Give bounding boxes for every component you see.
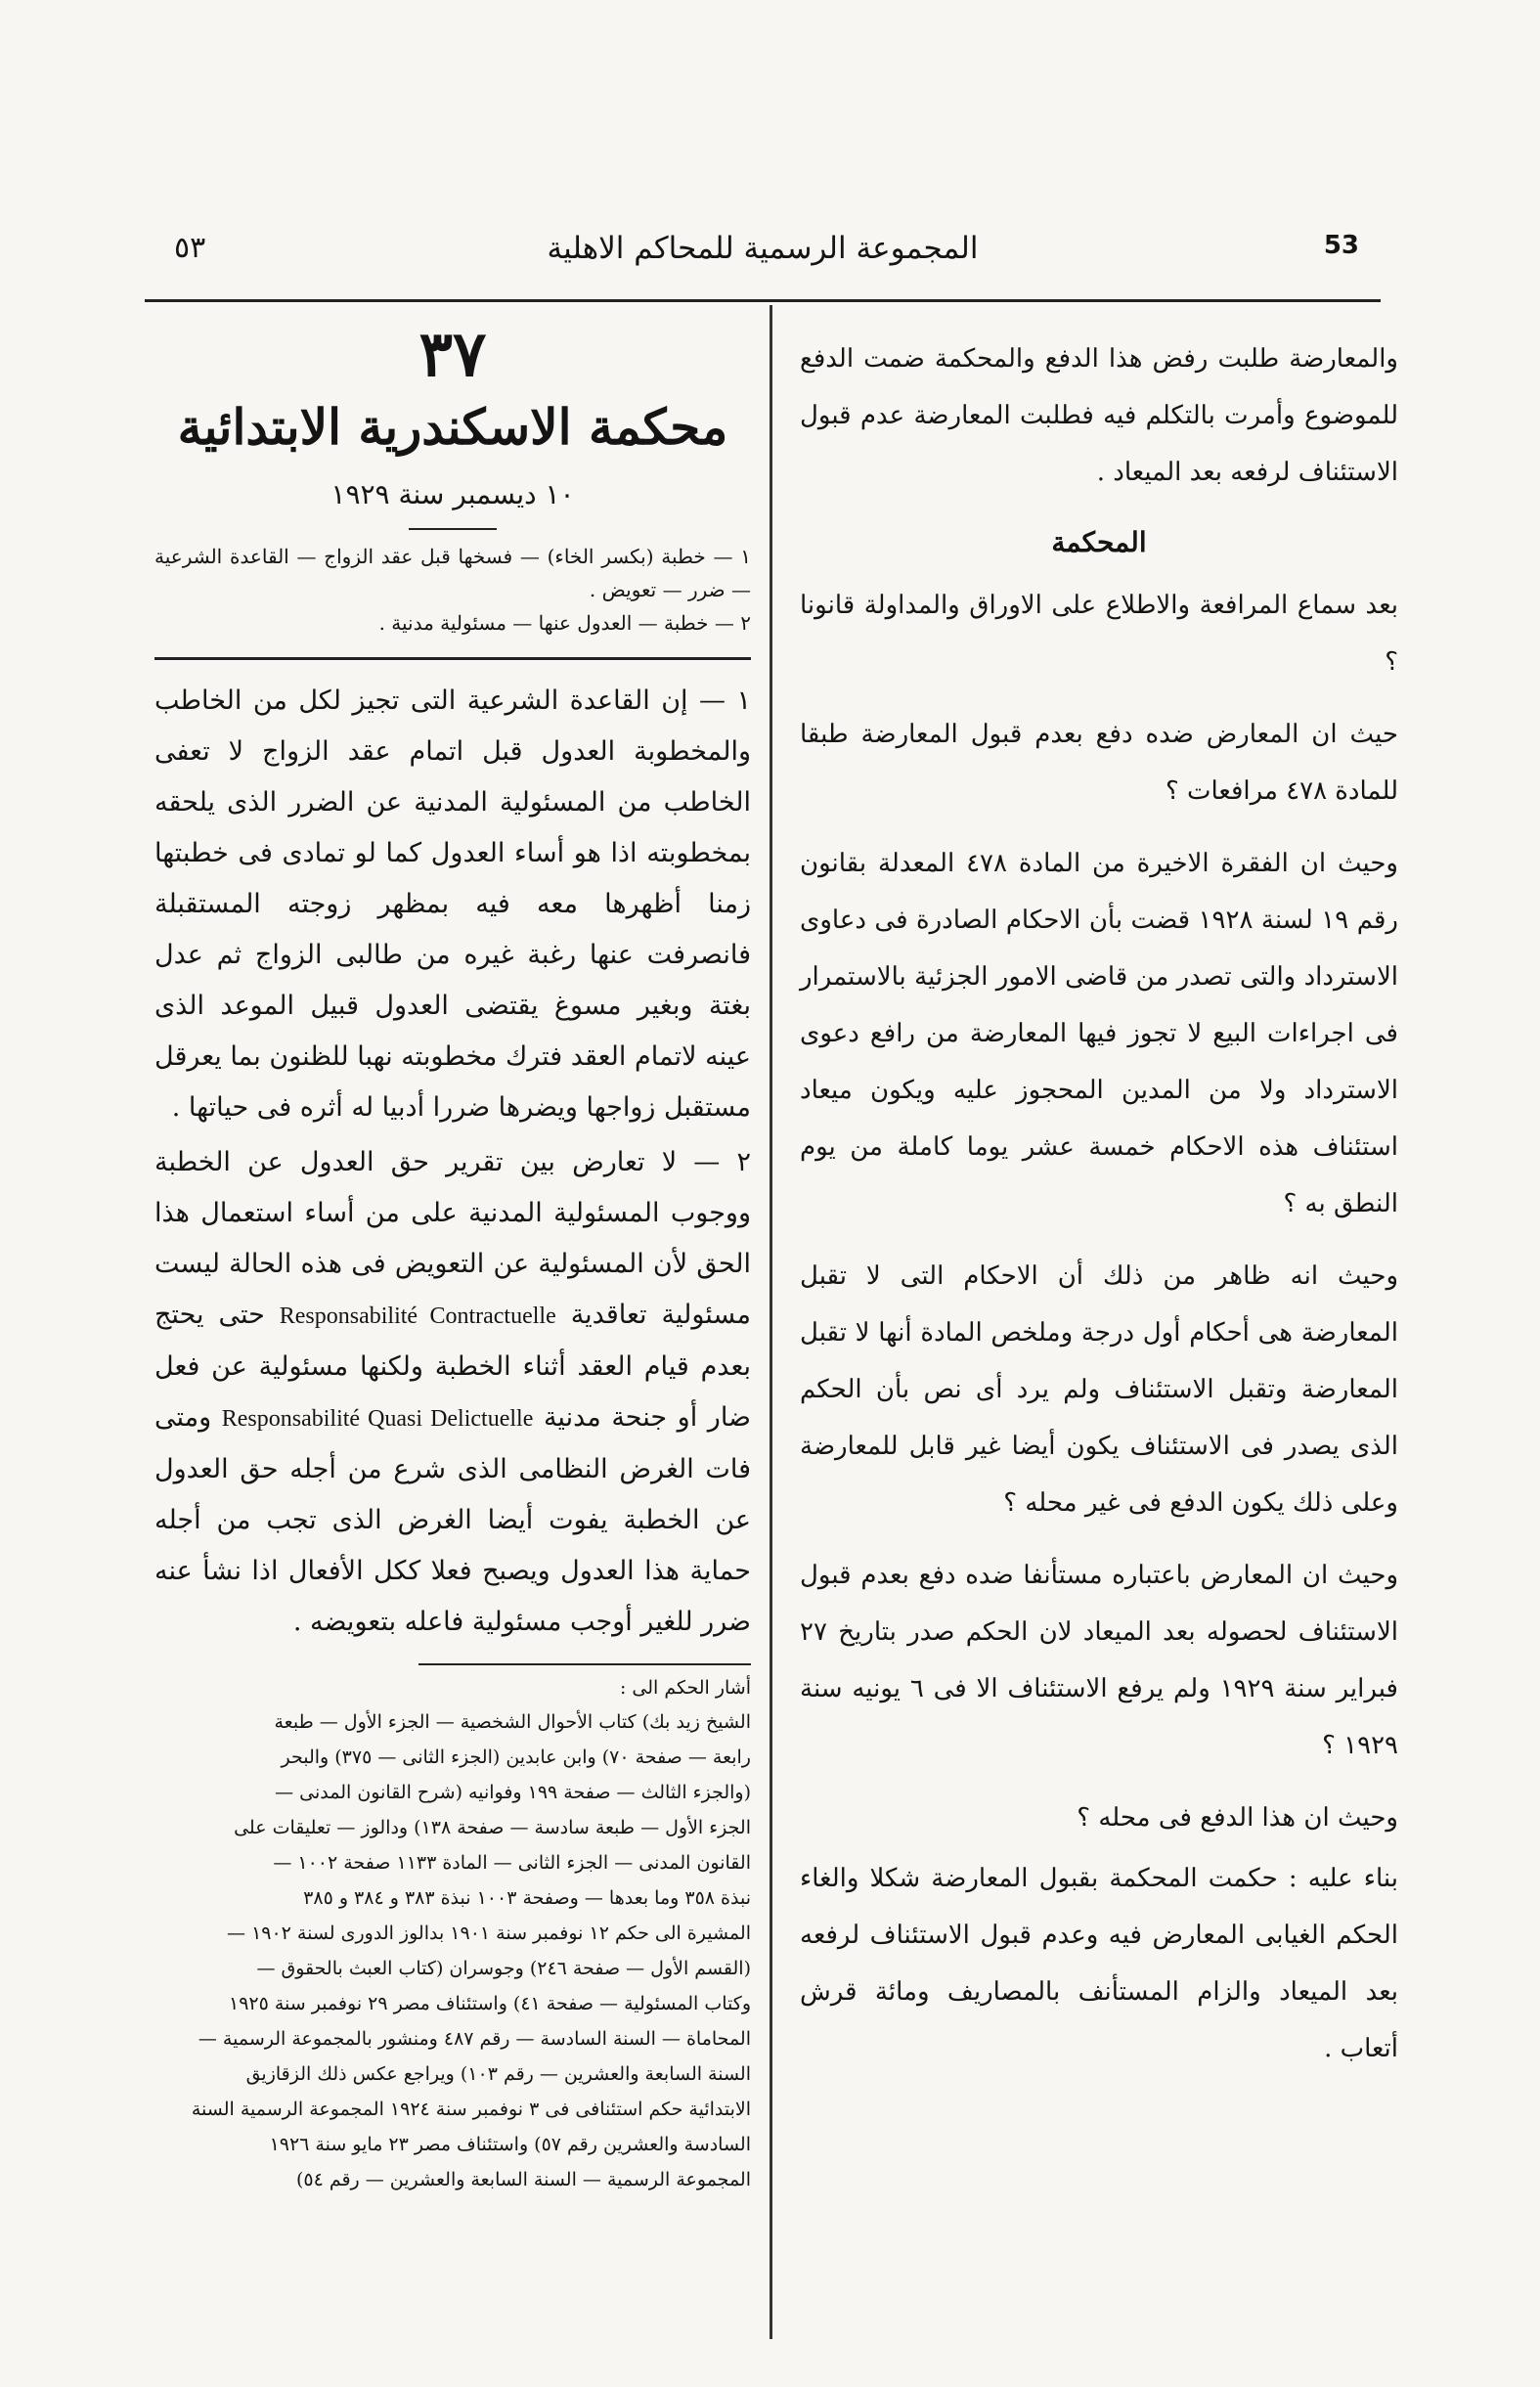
reference-line: الشيخ زيد بك) كتاب الأحوال الشخصية — الجزء الأول — طبعة bbox=[274, 1711, 751, 1733]
paragraph: وحيث ان المعارض باعتباره مستأنفا ضده دفع بعدم قبول الاستئناف لحصوله بعد الميعاد لان الحكم صدر بتاريخ ٢٧ فبراير سنة ١٩٢٩ ولم يرفع الاستئناف الا فى ٦ يونيه سنة ١٩٢٩ ؟ bbox=[800, 1561, 1398, 1760]
reference-line: (القسم الأول — صفحة ٢٤٦) وجوسران (كتاب العبث بالحقوق — bbox=[256, 1958, 751, 1979]
publication-title: المجموعة الرسمية للمحاكم الاهلية bbox=[547, 231, 979, 266]
section-divider bbox=[154, 657, 751, 660]
reference-line: المشيرة الى حكم ١٢ نوفمبر سنة ١٩٠١ بدالوز الدورى لسنة ١٩٠٢ — bbox=[227, 1923, 751, 1944]
keyword-line: ١ — خطبة (بكسر الخاء) — فسخها قبل عقد الزواج — القاعدة الشرعية — ضرر — تعويض . bbox=[154, 545, 751, 601]
page-number-latin: 53 bbox=[1323, 231, 1359, 260]
case-date: ١٠ ديسمبر سنة ١٩٢٩ bbox=[330, 478, 575, 510]
reference-line: الابتدائية حكم استئنافى فى ٣ نوفمبر سنة ١٩٢٤ المجموعة الرسمية السنة bbox=[191, 2099, 751, 2120]
references-divider bbox=[418, 1663, 751, 1665]
page-header bbox=[147, 231, 1379, 280]
column-divider bbox=[770, 305, 772, 2339]
reference-line: الجزء الأول — طبعة سادسة — صفحة ١٣٨) ودالوز — تعليقات على bbox=[234, 1817, 751, 1838]
right-column bbox=[800, 331, 1398, 2093]
holding-text: ومتى فات الغرض النظامى الذى شرع من أجله حق العدول عن الخطبة يفوت أيضا الغرض الذى تجب من أجله حماية هذا العدول ويصبح فعلا ككل الأفعال اذا نشأ عنه ضرر للغير أوجب مسئولية فاعله بتعويضه . bbox=[154, 1402, 751, 1637]
reference-line: (والجزء الثالث — صفحة ١٩٩ وفوانيه (شرح القانون المدنى — bbox=[275, 1782, 751, 1803]
paragraph: والمعارضة طلبت رفض هذا الدفع والمحكمة ضمت الدفع للموضوع وأمرت بالتكلم فيه فطلبت المعارضة عدم قبول الاستئناف لرفعه بعد الميعاد . bbox=[800, 344, 1398, 487]
court-name: محكمة الاسكندرية الابتدائية bbox=[177, 398, 728, 456]
header-rule bbox=[145, 299, 1381, 302]
page-number-arabic: ٥٣ bbox=[174, 231, 206, 265]
left-column bbox=[154, 311, 751, 2197]
paragraph: وحيث ان الفقرة الاخيرة من المادة ٤٧٨ المعدلة بقانون رقم ١٩ لسنة ١٩٢٨ قضت بأن الاحكام الصادرة فى دعاوى الاسترداد والتى تصدر من قاضى الامور الجزئية بالاستمرار فى اجراءات البيع لا تجوز فيها المعارضة من رافع دعوى الاسترداد ولا من المدين المحجوز عليه ويكون ميعاد استئناف هذه الاحكام خمسة عشر يوما كاملة من يوم النطق به ؟ bbox=[800, 849, 1398, 1218]
judgment-paragraph: بناء عليه : حكمت المحكمة بقبول المعارضة شكلا والغاء الحكم الغيابى المعارض فيه وعدم قبول الاستئناف لرفعه بعد الميعاد والزام المستأنف بالمصاريف ومائة قرش أتعاب . bbox=[800, 1864, 1398, 2063]
case-number: ٣٧ bbox=[418, 318, 487, 391]
references-title: أشار الحكم الى : bbox=[619, 1677, 751, 1699]
french-term: Responsabilité Contractuelle bbox=[279, 1304, 556, 1329]
holding-paragraph: ١ — إن القاعدة الشرعية التى تجيز لكل من الخاطب والمخطوبة العدول قبل اتمام عقد الزواج لا تعفى الخاطب من المسئولية المدنية عن الضرر الذى يلحقه بمخطوبته اذا هو أساء العدول كما لو تمادى فى خطبتها زمنا أظهرها معه فيه بمظهر زوجته المستقبلة فانصرفت عنها رغبة غيره من طالبى الزواج ثم عدل بغتة وبغير مسوغ يقتضى العدول قبيل الموعد الذى عينه لاتمام العقد فترك مخطوبته نهبا للظنون بما يعرقل مستقبل زواجها ويضرها ضررا أدبيا له أثره فى حياتها . bbox=[154, 685, 751, 1123]
keyword-line: ٢ — خطبة — العدول عنها — مسئولية مدنية . bbox=[378, 611, 751, 635]
paragraph: حيث ان المعارض ضده دفع بعدم قبول المعارضة طبقا للمادة ٤٧٨ مرافعات ؟ bbox=[800, 720, 1398, 806]
french-term: Responsabilité Quasi Delictuelle bbox=[221, 1406, 534, 1432]
holding-text: حتى يحتج بعدم قيام العقد أثناء الخطبة ولكنها مسئولية عن فعل ضار أو جنحة مدنية bbox=[154, 1300, 751, 1433]
reference-line: السادسة والعشرين رقم ٥٧) واستئناف مصر ٢٣ مايو سنة ١٩٢٦ bbox=[269, 2134, 751, 2155]
reference-line: رابعة — صفحة ٧٠) وابن عابدين (الجزء الثانى — ٣٧٥) والبحر bbox=[281, 1746, 751, 1768]
references-list bbox=[154, 1704, 751, 2197]
short-divider bbox=[409, 528, 497, 530]
paragraph: وحيث ان هذا الدفع فى محله ؟ bbox=[1077, 1803, 1398, 1833]
reference-line: القانون المدنى — الجزء الثانى — المادة ١١٣٣ صفحة ١٠٠٢ — bbox=[273, 1852, 751, 1874]
reference-line: المحاماة — السنة السادسة — رقم ٤٨٧ ومنشور بالمجموعة الرسمية — bbox=[198, 2028, 751, 2050]
reference-line: المجموعة الرسمية — السنة السابعة والعشرين — رقم ٥٤) bbox=[295, 2169, 751, 2190]
reference-line: وكتاب المسئولية — صفحة ٤١) واستئناف مصر ٢٩ نوفمبر سنة ١٩٢٥ bbox=[228, 1993, 751, 2014]
section-heading: المحكمة bbox=[1051, 526, 1147, 558]
reference-line: نبذة ٣٥٨ وما بعدها — وصفحة ١٠٠٣ نبذة ٣٨٣ و ٣٨٤ و ٣٨٥ bbox=[303, 1887, 751, 1909]
paragraph: بعد سماع المرافعة والاطلاع على الاوراق والمداولة قانونا ؟ bbox=[800, 591, 1398, 677]
holding-paragraph bbox=[154, 1137, 751, 1648]
paragraph: وحيث انه ظاهر من ذلك أن الاحكام التى لا تقبل المعارضة هى أحكام أول درجة وملخص المادة أنها لا تقبل المعارضة وتقبل الاستئناف ولم يرد أى نص بأن الحكم الذى يصدر فى الاستئناف يكون أيضا غير قابل للمعارضة وعلى ذلك يكون الدفع فى غير محله ؟ bbox=[800, 1261, 1398, 1518]
reference-line: السنة السابعة والعشرين — رقم ١٠٣) ويراجع عكس ذلك الزقازيق bbox=[245, 2063, 751, 2085]
holding-text: ٢ — لا تعارض بين تقرير حق العدول عن الخطبة ووجوب المسئولية المدنية على من أساء استعمال هذا الحق لأن المسئولية عن التعويض فى هذه الحالة ليست مسئولية تعاقدية bbox=[154, 1147, 751, 1330]
